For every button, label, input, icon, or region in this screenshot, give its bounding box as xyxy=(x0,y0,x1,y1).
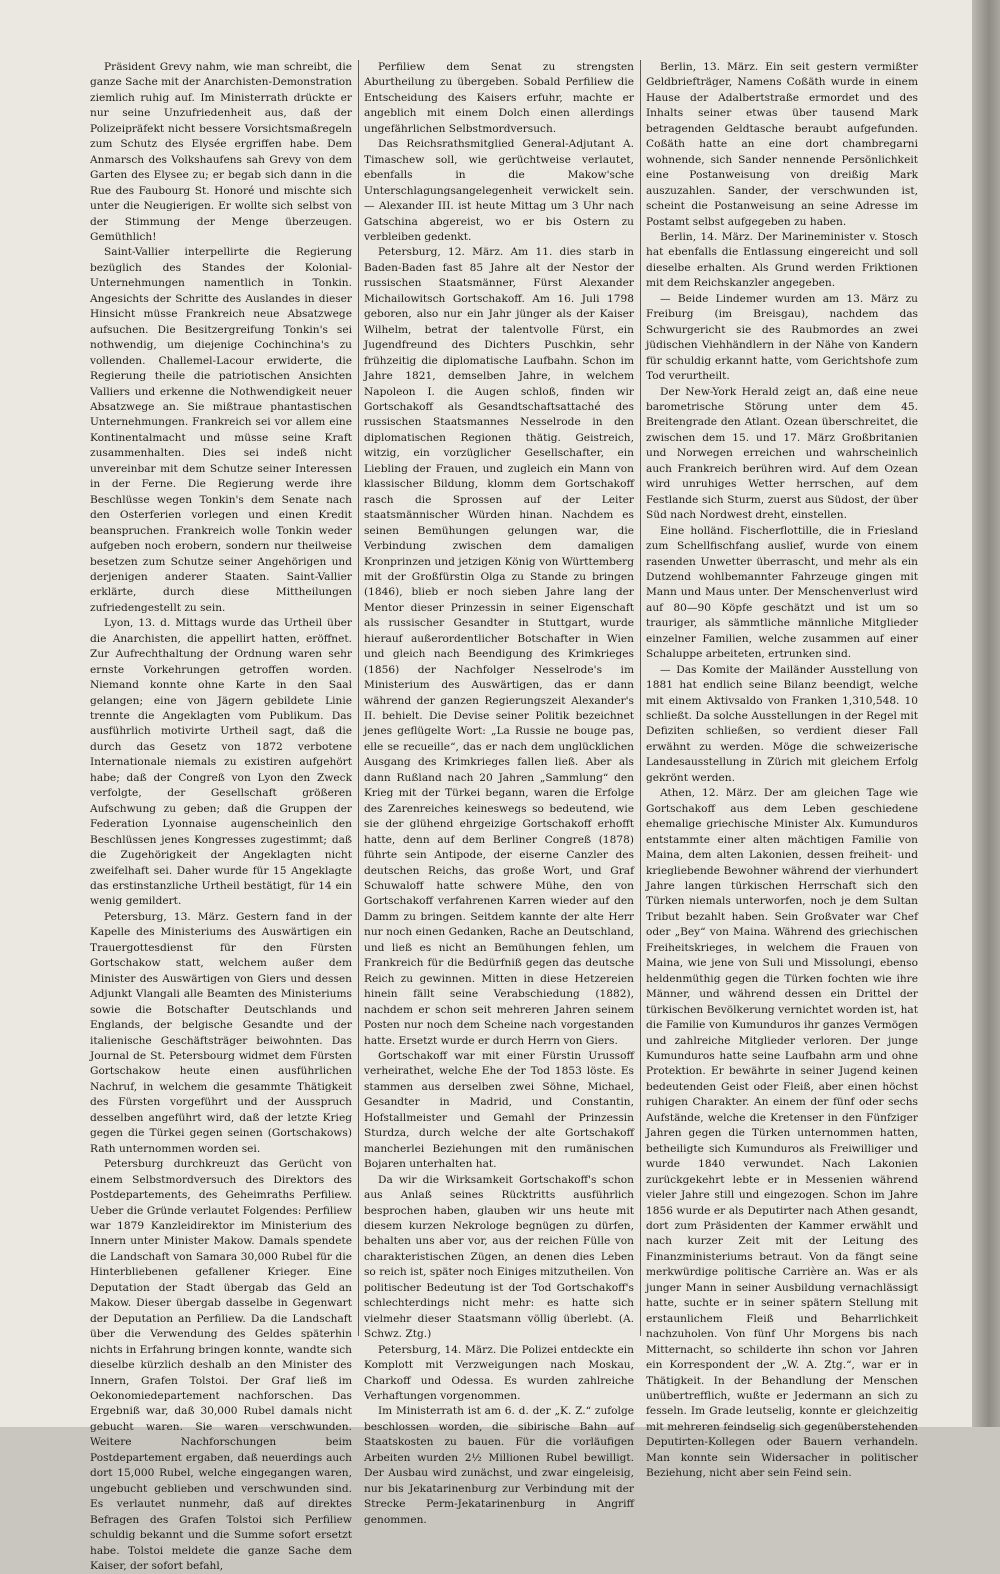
page-edge-shadow xyxy=(972,0,1000,1427)
article-paragraph: Im Ministerrath ist am 6. d. der „K. Z.“ zufolge beschlossen worden, die sibirische Bahn auf Staatskosten zu bauen. Für die vorläufigen Arbeiten wurden 2½ Millionen Rubel bewilligt. Der Ausbau wird zunächst, und zwar eingeleisig, nur bis Jekatarinenburg zur Verbindung mit der Strecke Perm-Jekatarinenburg in Angriff genommen. xyxy=(364,1405,634,1526)
article-paragraph: Das Reichsrathsmitglied General-Adjutant A. Timaschew soll, wie gerüchtweise verlautet, ebenfalls in die Makow'sche Unterschlagungsangelegenheit verwickelt sein. — Alexander III. ist heute Mittag um 3 Uhr nach Gatschina abgereist, wo er bis Ostern zu verbleiben gedenkt. xyxy=(364,138,634,243)
article-paragraph: Gortschakoff war mit einer Fürstin Urussoff verheirathet, welche Ehe der Tod 1853 löste. Es stammen aus derselben zwei Söhne, Michael, Gesandter in Madrid, und Constantin, Hofstallmeister und Gemahl der Prinzessin Sturdza, durch welche der alte Gortschakoff mancherlei Beziehungen mit den rumänischen Bojaren unterhalten hat. xyxy=(364,1050,634,1171)
article-paragraph: Perfiliew dem Senat zu strengsten Aburtheilung zu übergeben. Sobald Perfiliew die Entscheidung des Kaisers erfuhr, machte er angeblich mit einem Dolch einen allerdings ungefährlichen Selbstmordversuch. xyxy=(364,61,634,135)
article-paragraph: Präsident Grevy nahm, wie man schreibt, die ganze Sache mit der Anarchisten-Demonstration ziemlich ruhig auf. Im Ministerrath drückte er nur seine Unzufriedenheit aus, daß der Polizeipräfekt nicht bessere Vorsichtsmaßregeln zum Schutz des Elysée ergriffen habe. Dem Anmarsch des Volkshaufens sah Grevy von dem Garten des Elysee zu; er begab sich dann in die Rue des Faubourg St. Honoré und mischte sich unter die Neugierigen. Er wollte sich selbst von der Stimmung der Menge überzeugen. Gemüthlich! xyxy=(90,61,352,243)
article-paragraph: Petersburg durchkreuzt das Gerücht von einem Selbstmordversuch des Direktors des Postdepartements, des Geheimraths Perfiliew. Ueber die Gründe verlautet Folgendes: Perfiliew war 1879 Kanzleidirektor im Ministerium des Innern unter Minister Makow. Damals spendete die Landschaft von Samara 30,000 Rubel für die Hinterbliebenen gefallener Krieger. Eine Deputation der Stadt übergab das Geld an Makow. Dieser übergab dasselbe in Gegenwart der Deputation an Perfiliew. Da die Landschaft über die Verwendung des Geldes späterhin nichts in Erfahrung bringen konnte, wandte sich dieselbe kürzlich deshalb an den Minister des Innern, Grafen Tolstoi. Der Graf ließ im Oekonomiedepartement nachforschen. Das Ergebniß war, daß 30,000 Rubel damals nicht gebucht waren. Sie waren verschwunden. Weitere Nachforschungen beim Postdepartement ergaben, daß neuerdings auch dort 15,000 Rubel, welche eingegangen waren, ungebucht geblieben und verschwunden sind. Es verlautet nunmehr, daß auf direktes Befragen des Grafen Tolstoi sich Perfiliew schuldig bekannt und die Summe sofort ersetzt habe. Tolstoi meldete die ganze Sache dem Kaiser, der sofort befahl, xyxy=(90,1158,352,1572)
article-paragraph: Petersburg, 13. März. Gestern fand in der Kapelle des Ministeriums des Auswärtigen ein Trauergottesdienst für den Fürsten Gortschakow statt, welchem außer dem Minister des Auswärtigen von Giers und dessen Adjunkt Vlangali alle Beamten des Ministeriums sowie die Botschafter Deutschlands und Englands, der belgische Gesandte und der italienische Geschäftsträger beiwohnten. Das Journal de St. Petersbourg widmet dem Fürsten Gortschakow heute einen ausführlichen Nachruf, in welchem die gesammte Thätigkeit des Fürsten vorgeführt und der Ausspruch desselben angeführt wird, daß der letzte Krieg gegen die Türkei gegen seinen (Gortschakows) Rath unternommen worden sei. xyxy=(90,910,352,1155)
article-paragraph: Lyon, 13. d. Mittags wurde das Urtheil über die Anarchisten, die appellirt hatten, eröffnet. Zur Aufrechthaltung der Ordnung waren sehr ernste Vorkehrungen getroffen worden. Niemand konnte ohne Karte in den Saal gelangen; eine von Jägern gebildete Linie trennte die Angeklagten vom Publikum. Das ausführlich motivirte Urtheil sagt, daß die durch das Gesetz von 1872 verbotene Internationale niemals zu existiren aufgehört habe; daß der Congreß von Lyon den Zweck verfolgte, der Gesellschaft größeren Aufschwung zu geben; daß die Gruppen der Federation Lyonnaise augenscheinlich den Beschlüssen jenes Kongresses zugestimmt; daß die Zugehörigkeit der Angeklagten nicht zweifelhaft sei. Daher wurde für 15 Angeklagte das erstinstanzliche Urtheil bestätigt, für 14 ein wenig gemildert. xyxy=(90,617,352,908)
article-paragraph: — Das Komite der Mailänder Ausstellung von 1881 hat endlich seine Bilanz beendigt, welche mit einem Aktivsaldo von Franken 1,310,548. 10 schließt. Da solche Ausstellungen in der Regel mit Defiziten schließen, so verdient dieser Fall erwähnt zu werden. Möge die schweizerische Landesausstellung in Zürich mit gleichem Erfolg gekrönt werden. xyxy=(646,663,918,784)
article-paragraph: Athen, 12. März. Der am gleichen Tage wie Gortschakoff aus dem Leben geschiedene ehemalige griechische Minister Alx. Kumunduros entstammte einer alten mächtigen Familie von Maina, dem alten Lakonien, dessen freiheit- und kriegliebende Bewohner während der vierhundert Jahre langen türkischen Herrschaft sich den Türken niemals unterworfen, noch je dem Sultan Tribut bezahlt haben. Sein Großvater war Chef oder „Bey“ von Maina. Während des griechischen Freiheitskrieges, in welchem die Frauen von Maina, wie jene von Suli und Missolungi, ebenso heldenmüthig gegen die Türken fochten wie ihre Männer, und während dessen ein Drittel der türkischen Bevölkerung vernichtet worden ist, hat die Familie von Kumunduros ihr ganzes Vermögen und zahlreiche Mitglieder verloren. Der junge Kumunduros hatte seine Laufbahn arm und ohne Protektion. Er bewährte in seiner Jugend keinen bedeutenden Geist oder Fleiß, aber einen höchst ruhigen Charakter. An einem der fünf oder sechs Aufstände, welche die Kretenser in den Fünfziger Jahren gegen die Türken unternommen hatten, betheiligte sich Kumunduros als Freiwilliger und wurde 1840 verwundet. Nach Lakonien zurückgekehrt lebte er in Messenien während vieler Jahre still und eingezogen. Schon im Jahre 1856 wurde er als Deputirter nach Athen gesandt, dort zum Präsidenten der Kammer erwählt und nach kurzer Zeit mit der Leitung des Finanzministeriums betraut. Von da fängt seine merkwürdige politische Carrière an. Was er als junger Mann in seiner Ausbildung vernachlässigt hatte, suchte er in seiner spätern Stellung mit erstaunlichem Fleiß und Beharrlichkeit nachzuholen. Von fünf Uhr Morgens bis nach Mitternacht, so schilderte ihn schon vor Jahren ein Korrespondent der „W. A. Ztg.“, war er in Thätigkeit. In der Behandlung der Menschen unübertrefflich, wußte er Jedermann an sich zu fesseln. Im Grade leutselig, konnte er gleichzeitig mit mehreren feindselig sich gegenüberstehenden Deputirten-Kollegen oder Bauern verhandeln. Man konnte sein Widersacher in politischer Beziehung, nicht aber sein Feind sein. xyxy=(646,787,918,1480)
text-column-3 xyxy=(646,60,918,1482)
article-paragraph: Da wir die Wirksamkeit Gortschakoff's schon aus Anlaß seines Rücktritts ausführlich besprochen haben, glauben wir uns heute mit diesem kurzen Nekrologe begnügen zu dürfen, behalten uns aber vor, aus der reichen Fülle von charakteristischen Zügen, an denen dies Leben so reich ist, später noch Einiges mitzutheilen. Von politischer Bedeutung ist der Tod Gortschakoff's schlechterdings nicht mehr: es hatte sich vielmehr dieser Staatsmann völlig überlebt. (A. Schwz. Ztg.) xyxy=(364,1173,634,1341)
article-paragraph: Berlin, 13. März. Ein seit gestern vermißter Geldbriefträger, Namens Coßäth wurde in einem Hause der Adalbertstraße ermordet und des Inhalts seiner etwas über tausend Mark betragenden Geldtasche beraubt aufgefunden. Coßäth hatte an eine dort chambregarni wohnende, sich Sander nennende Persönlichkeit eine Postanweisung von dreißig Mark auszuzahlen. Sander, der verschwunden ist, scheint die Postanweisung an seine Adresse im Postamt selbst aufgegeben zu haben. xyxy=(646,61,918,228)
column-divider xyxy=(640,60,641,1336)
column-divider xyxy=(358,60,359,1336)
article-paragraph: Saint-Vallier interpellirte die Regierung bezüglich des Standes der Kolonial-Unternehmungen namentlich in Tonkin. Angesichts der Schritte des Auslandes in dieser Hinsicht müsse Frankreich neue Absatzwege aufsuchen. Die Besitzergreifung Tonkin's sei nothwendig, um diejenige Cochinchina's zu vollenden. Challemel-Lacour erwiderte, die Regierung theile die patriotischen Ansichten Valliers und erkenne die Nothwendigkeit neuer Absatzwege an. Sie mißtraue phantastischen Unternehmungen. Frankreich sei vor allem eine Kontinentalmacht und müsse seine Kraft zusammenhalten. Dies sei indeß nicht unvereinbar mit dem Schutze seiner Interessen in der Ferne. Die Regierung werde ihre Beschlüsse wegen Tonkin's dem Senate nach den Osterferien vorlegen und einen Kredit beanspruchen. Frankreich wolle Tonkin weder aufgeben noch erobern, sondern nur theilweise besetzen zum Schutze seiner Angehörigen und derjenigen anderer Staaten. Saint-Vallier erklärte, durch diese Mittheilungen zufriedengestellt zu sein. xyxy=(90,246,352,614)
article-paragraph: — Beide Lindemer wurden am 13. März zu Freiburg (im Breisgau), nachdem das Schwurgericht sie des Raubmordes an zwei jüdischen Viehhändlern in der Nähe von Kandern für schuldig erkannt hatte, vom Gerichtshofe zum Tod verurtheilt. xyxy=(646,292,918,383)
article-paragraph: Petersburg, 14. März. Die Polizei entdeckte ein Komplott mit Verzweigungen nach Moskau, Charkoff und Odessa. Es wurden zahlreiche Verhaftungen vorgenommen. xyxy=(364,1343,634,1402)
article-paragraph: Berlin, 14. März. Der Marineminister v. Stosch hat ebenfalls die Entlassung eingereicht und soll dieselbe erhalten. Als Grund werden Friktionen mit dem Reichskanzler angegeben. xyxy=(646,230,918,290)
text-column-1 xyxy=(90,60,352,1574)
text-column-2 xyxy=(364,60,634,1528)
article-paragraph: Eine holländ. Fischerflottille, die in Friesland zum Schellfischfang auslief, wurde von einem rasenden Unwetter überrascht, und mehr als ein Dutzend wohlbemannter Fahrzeuge gingen mit Mann und Maus unter. Der Menschenverlust wird auf 80—90 Köpfe geschätzt und ist um so trauriger, als sämmtliche männliche Mitglieder einzelner Familien, welche zusammen auf einer Schaluppe arbeiteten, ertrunken sind. xyxy=(646,524,918,661)
article-paragraph: Petersburg, 12. März. Am 11. dies starb in Baden-Baden fast 85 Jahre alt der Nestor der russischen Staatsmänner, Fürst Alexander Michailowitsch Gortschakoff. Am 16. Juli 1798 geboren, also nur ein Jahr jünger als der Kaiser Wilhelm, betrat der talentvolle Fürst, ein Jugendfreund des Dichters Puschkin, sehr frühzeitig die diplomatische Laufbahn. Schon im Jahre 1821, demselben Jahre, in welchem Napoleon I. die Augen schloß, finden wir Gortschakoff als Gesandtschaftsattaché des russischen Staatsmannes Nesselrode in den diplomatischen Regionen thätig. Geistreich, witzig, ein vorzüglicher Gesellschafter, ein Liebling der Frauen, und zugleich ein Mann von klassischer Bildung, klomm dem Gortschakoff rasch die Sprossen auf der Leiter staatsmännischer Würden hinan. Nachdem es seinen Bemühungen gelungen war, die Verbindung zwischen dem damaligen Kronprinzen und jetzigen König von Württemberg mit der Großfürstin Olga zu Stande zu bringen (1846), blieb er noch sieben Jahre lang der Mentor dieser Prinzessin in seiner Eigenschaft als russischer Gesandter in Stuttgart, wurde hierauf außerordentlicher Botschafter in Wien und gleich nach Beendigung des Krimkrieges (1856) der Nachfolger Nesselrode's im Ministerium des Auswärtigen, das er dann während der ganzen Regierungszeit Alexander's II. behielt. Die Devise seiner Politik bezeichnet jenes geflügelte Wort: „La Russie ne bouge pas, elle se recueille“, das er nach dem unglücklichen Ausgang des Krimkrieges fallen ließ. Aber als dann Rußland nach 20 Jahren „Sammlung“ den Krieg mit der Türkei begann, waren die Erfolge des Zarenreiches keineswegs so bedeutend, wie sie der glühend ehrgeizige Gortschakoff erhofft hatte, denn auf dem Berliner Congreß (1878) führte sein Antipode, der eiserne Canzler des deutschen Reichs, das große Wort, und Graf Schuwaloff hatte schwere Mühe, den von Gortschakoff verfahrenen Karren wieder auf den Damm zu bringen. Seitdem kannte der alte Herr nur noch einen Gedanken, Rache an Deutschland, und ließ es nicht an Bemühungen fehlen, um Frankreich für die Bedürfniß gegen das deutsche Reich zu gewinnen. Mitten in diese Hetzereien hinein fällt seine Verabschiedung (1882), nachdem er schon seit mehreren Jahren seinem Posten nur noch dem Scheine nach vorgestanden hatte. Ersetzt wurde er durch Herrn von Giers. xyxy=(364,246,634,1047)
article-paragraph: Der New-York Herald zeigt an, daß eine neue barometrische Störung unter dem 45. Breitengrade den Atlant. Ozean überschreitet, die zwischen dem 15. und 17. März Großbritanien und Norwegen erreichen und wahrscheinlich auch Frankreich berühren wird. Auf dem Ozean wird unruhiges Wetter herrschen, auf dem Festlande sich Sturm, zuerst aus Südost, der über Süd nach Nordwest dreht, einstellen. xyxy=(646,385,918,522)
